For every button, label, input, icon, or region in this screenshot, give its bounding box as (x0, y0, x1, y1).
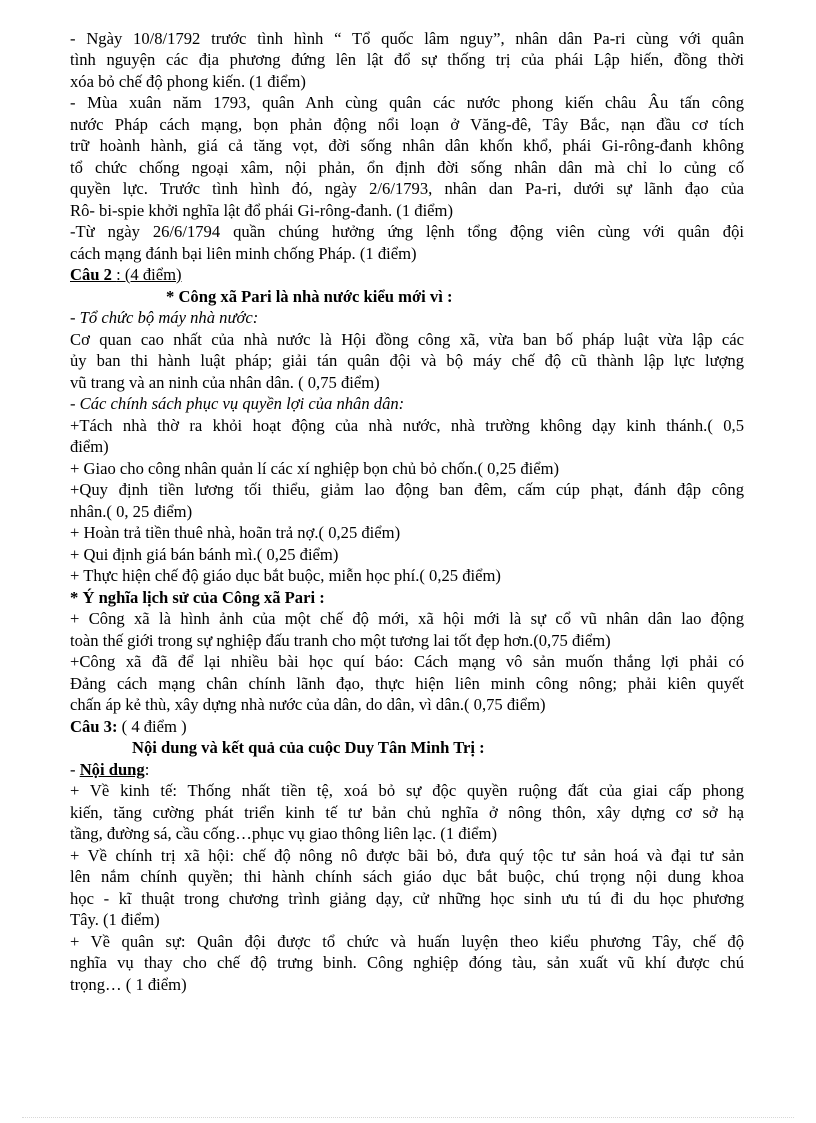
text-line: tình nguyện các địa phương đứng lên lật đổ sự thống trị của phái Lập hiến, đồng thời (70, 50, 744, 69)
text-line: Cơ quan cao nhất của nhà nước là Hội đồng công xã, vừa ban bố pháp luật vừa lập các (70, 329, 744, 349)
text-line (70, 716, 744, 738)
text-line: Đảng cách mạng chân chính lãnh đạo, thực hiện liên minh công nông; phải kiên quyết (70, 673, 744, 693)
text-line: * Ý nghĩa lịch sử của Công xã Pari : (70, 587, 325, 607)
text-line: + Công xã là hình ảnh của một chế độ mới, xã hội mới là sự cổ vũ nhân dân lao động (70, 609, 744, 628)
text-line: + Về quân sự: Quân đội được tổ chức và huấn luyện theo kiểu phương Tây, chế độ (70, 931, 744, 951)
text-line: lên nắm chính quyền; thi hành chính sách giáo dục bắt buộc, chú trọng nội dung khoa (70, 867, 744, 886)
text-line: * Công xã Pari là nhà nước kiểu mới vì : (166, 286, 453, 306)
text-line: xóa bỏ chế độ phong kiến. (1 điểm) (70, 71, 306, 91)
text-line: + Qui định giá bán bánh mì.( 0,25 điểm) (70, 544, 339, 564)
text-line: + Về kinh tế: Thống nhất tiền tệ, xoá bỏ sự độc quyền ruộng đất của giai cấp phong (70, 781, 744, 800)
text-line: nước Pháp cách mạng, bọn phản động nổi loạn ở Văng-đê, Tây Bắc, nạn đầu cơ tích (70, 114, 744, 134)
text-line: cách mạng đánh bại liên minh chống Pháp. (1 điểm) (70, 243, 417, 263)
text-line: + Giao cho công nhân quản lí các xí nghiệp bọn chủ bỏ chốn.( 0,25 điểm) (70, 458, 560, 478)
page-bottom-divider (22, 1117, 794, 1118)
text-line: - Tổ chức bộ máy nhà nước: (70, 308, 259, 327)
text-line: - Ngày 10/8/1792 trước tình hình “ Tổ quốc lâm nguy”, nhân dân Pa-ri cùng với quân (70, 28, 744, 48)
text-line: +Tách nhà thờ ra khỏi hoạt động của nhà nước, nhà trường không dạy kinh thánh.( 0,5 (70, 415, 744, 435)
text-line: ủy ban thi hành luật pháp; giải tán quân đội và bộ máy chế độ cũ thành lập lực lượng (70, 351, 744, 370)
text-line: nghĩa vụ thay cho chế độ trưng binh. Công nghiệp đóng tàu, sản xuất vũ khí được chú (70, 953, 744, 972)
text-line: kiến, tăng cường phát triển kinh tế tư bản chủ nghĩa ở nông thôn, xây dựng cơ sở hạ (70, 802, 744, 822)
text-line: học - kĩ thuật trong chương trình giảng dạy, cử những học sinh ưu tú đi du học phương (70, 888, 744, 908)
text-line: Tây. (1 điểm) (70, 910, 160, 929)
text-line: Rô- bi-spie khởi nghĩa lật đổ phái Gi-rông-đanh. (1 điểm) (70, 200, 453, 220)
text-line (70, 264, 744, 286)
text-line: + Về chính trị xã hội: chế độ nông nô được bãi bỏ, đưa quý tộc tư sản hoá và đại tư sản (70, 845, 744, 865)
text-line: nhân.( 0, 25 điểm) (70, 501, 193, 521)
text-line: Nội dung và kết quả của cuộc Duy Tân Minh Trị : (132, 738, 485, 757)
text-line: điểm) (70, 437, 109, 456)
text-segment: ( 4 điểm ) (121, 716, 187, 736)
text-segment: Câu 2 (70, 265, 117, 284)
text-line: +Quy định tiền lương tối thiểu, giảm lao động ban đêm, cấm cúp phạt, đánh đập công (70, 480, 744, 499)
text-segment: : (4 điểm) (116, 265, 182, 284)
text-line: - Mùa xuân năm 1793, quân Anh cùng quân các nước phong kiến châu Âu tấn công (70, 93, 744, 112)
text-line: -Từ ngày 26/6/1794 quần chúng hưởng ứng lệnh tổng động viên cùng với quân đội (70, 222, 744, 241)
text-segment: - (70, 759, 80, 779)
text-segment: Nội dung (79, 759, 145, 779)
text-line: - Các chính sách phục vụ quyền lợi của nhân dân: (70, 394, 405, 413)
text-segment: : (144, 759, 150, 779)
text-line: tổ chức chống ngoại xâm, nội phản, ổn định đời sống nhân dân mà chỉ lo củng cố (70, 157, 744, 177)
text-line: trữ hoành hành, giá cả tăng vọt, đời sống nhân dân khốn khổ, phái Gi-rông-đanh không (70, 136, 744, 155)
text-line: + Hoàn trả tiền thuê nhà, hoãn trả nợ.( 0,25 điểm) (70, 523, 401, 542)
text-line: trọng… ( 1 điểm) (70, 974, 187, 994)
text-line: quyền lực. Trước tình hình đó, ngày 2/6/1793, nhân dan Pa-ri, dưới sự lãnh đạo của (70, 179, 744, 198)
text-line: chấn áp kẻ thù, xây dựng nhà nước của dân, do dân, vì dân.( 0,75 điểm) (70, 695, 546, 714)
text-line: toàn thế giới trong sự nghiệp đấu tranh cho một tương lai tốt đẹp hơn.(0,75 điểm) (70, 630, 611, 650)
text-line: +Công xã đã để lại nhiều bài học quí báo: Cách mạng vô sản muốn thắng lợi phải có (70, 652, 744, 671)
text-line: tầng, đường sá, cầu cống…phục vụ giao thông liên lạc. (1 điểm) (70, 824, 497, 843)
text-line: vũ trang và an ninh của nhân dân. ( 0,75 điểm) (70, 372, 380, 392)
text-line (70, 759, 744, 781)
text-segment: Câu 3: (70, 716, 122, 736)
text-line: + Thực hiện chế độ giáo dục bắt buộc, miễn học phí.( 0,25 điểm) (70, 566, 501, 585)
